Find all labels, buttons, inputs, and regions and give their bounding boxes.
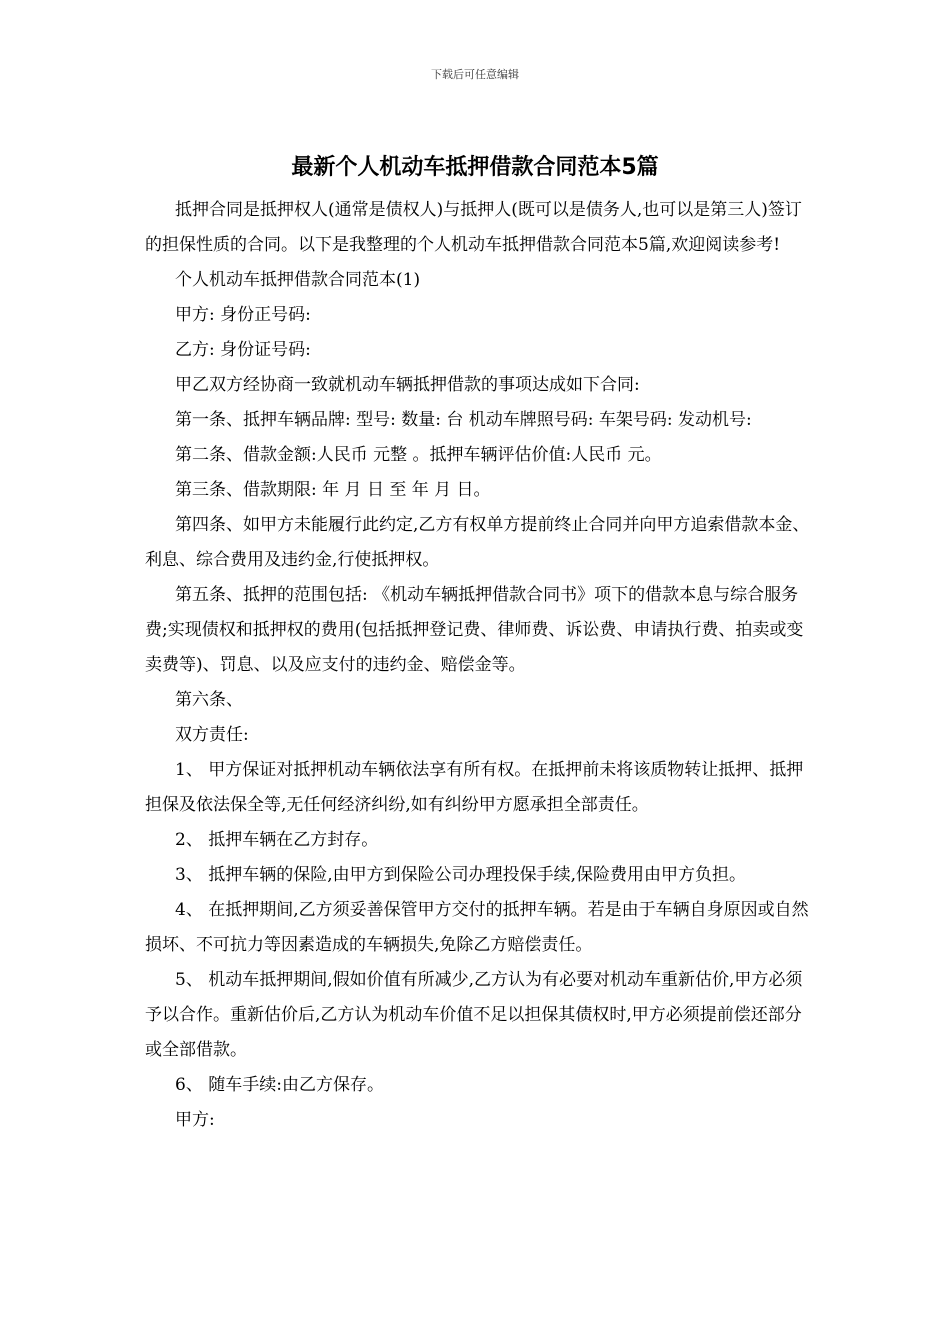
paragraph-article-6: 第六条、 bbox=[175, 690, 243, 710]
paragraph-article-4: 第四条、如甲方未能履行此约定,乙方有权单方提前终止合同并向甲方追索借款本金、利息、综合费用及违约金,行使抵押权。 bbox=[145, 515, 810, 570]
paragraph-signature-party-a: 甲方: bbox=[175, 1110, 215, 1130]
paragraph-party-a: 甲方: 身份正号码: bbox=[175, 305, 311, 325]
paragraph-article-1: 第一条、抵押车辆品牌: 型号: 数量: 台 机动车牌照号码: 车架号码: 发动机号: bbox=[175, 410, 752, 430]
document-title: 最新个人机动车抵押借款合同范本5篇 bbox=[291, 155, 659, 180]
paragraph-intro: 抵押合同是抵押权人(通常是债权人)与抵押人(既可以是债务人,也可以是第三人)签订的担保性质的合同。以下是我整理的个人机动车抵押借款合同范本5篇,欢迎阅读参考! bbox=[145, 200, 802, 255]
paragraph-contract-heading: 个人机动车抵押借款合同范本(1) bbox=[175, 270, 421, 290]
paragraph-item-1: 1、 甲方保证对抵押机动车辆依法享有所有权。在抵押前未将该质物转让抵押、抵押担保及依法保全等,无任何经济纠纷,如有纠纷甲方愿承担全部责任。 bbox=[145, 760, 804, 815]
document-body bbox=[145, 193, 810, 1138]
paragraph-article-3: 第三条、借款期限: 年 月 日 至 年 月 日。 bbox=[175, 480, 491, 500]
paragraph-article-2: 第二条、借款金额:人民币 元整 。抵押车辆评估价值:人民币 元。 bbox=[175, 445, 662, 465]
paragraph-item-6: 6、 随车手续:由乙方保存。 bbox=[175, 1075, 384, 1095]
paragraph-agreement: 甲乙双方经协商一致就机动车辆抵押借款的事项达成如下合同: bbox=[175, 375, 640, 395]
paragraph-article-5: 第五条、抵押的范围包括: 《机动车辆抵押借款合同书》项下的借款本息与综合服务费;实现债权和抵押权的费用(包括抵押登记费、律师费、诉讼费、申请执行费、拍卖或变卖费等)、罚息、以及应支付的违约金、赔偿金等。 bbox=[145, 585, 804, 675]
paragraph-item-4: 4、 在抵押期间,乙方须妥善保管甲方交付的抵押车辆。若是由于车辆自身原因或自然损坏、不可抗力等因素造成的车辆损失,免除乙方赔偿责任。 bbox=[145, 900, 809, 955]
paragraph-item-3: 3、 抵押车辆的保险,由甲方到保险公司办理投保手续,保险费用由甲方负担。 bbox=[175, 865, 747, 885]
paragraph-item-5: 5、 机动车抵押期间,假如价值有所减少,乙方认为有必要对机动车重新估价,甲方必须予以合作。重新估价后,乙方认为机动车价值不足以担保其债权时,甲方必须提前偿还部分或全部借款。 bbox=[145, 970, 803, 1060]
paragraph-item-2: 2、 抵押车辆在乙方封存。 bbox=[175, 830, 379, 850]
paragraph-responsibilities: 双方责任: bbox=[175, 725, 249, 745]
page-header: 下载后可任意编辑 bbox=[431, 68, 519, 81]
paragraph-party-b: 乙方: 身份证号码: bbox=[175, 340, 311, 360]
